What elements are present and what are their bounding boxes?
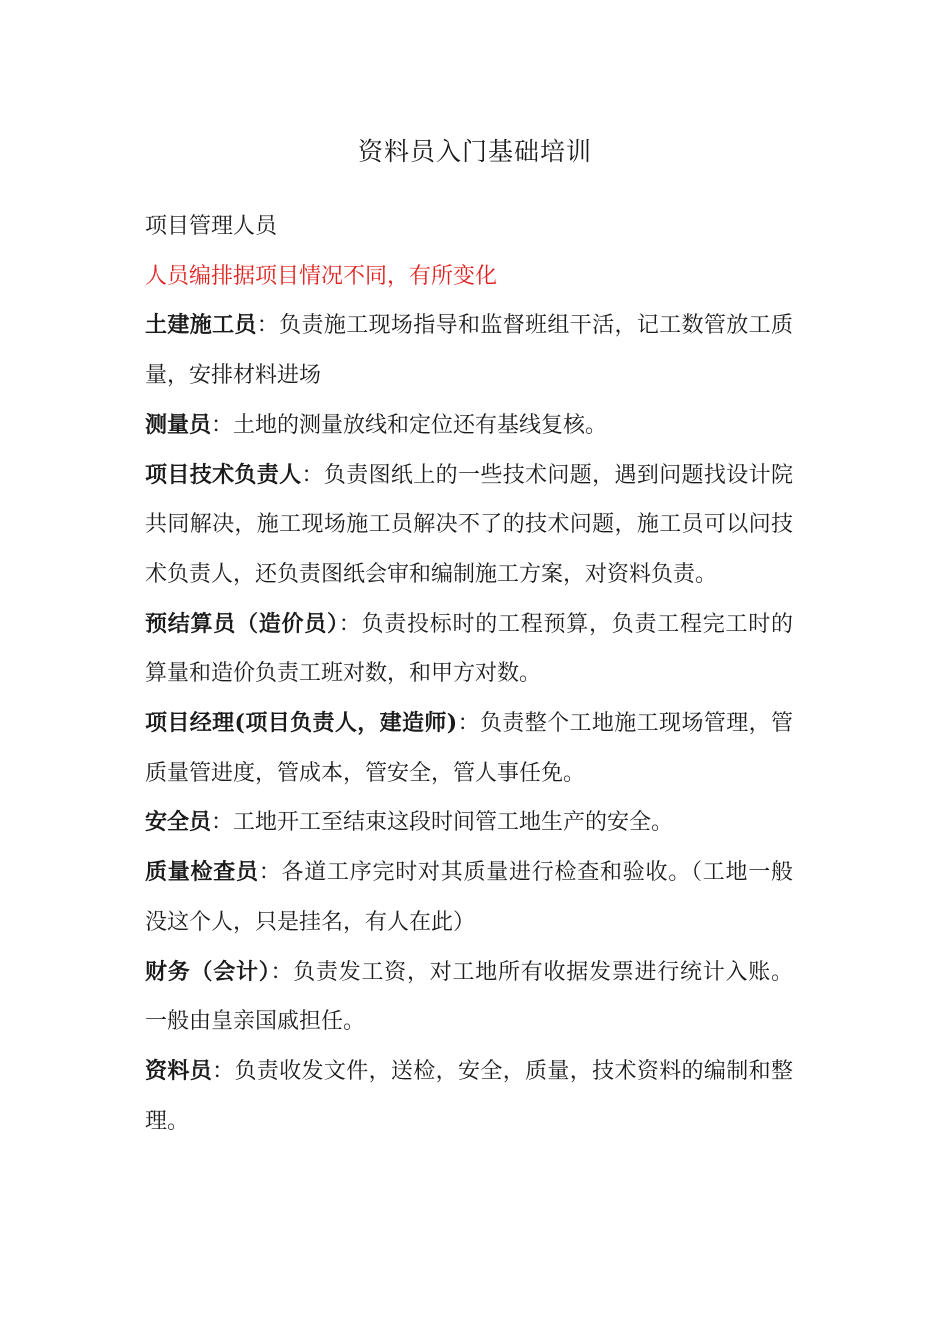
role-separator: ： xyxy=(258,860,282,886)
role-description: 负责图纸上的一些技术问题，遇到问题找设计院共同解决，施工现场施工员解决不了的技术问题，施工员可以问技术负责人，还负责图纸会审和编制施工方案，对资料负责。 xyxy=(145,462,793,587)
role-term: 项目技术负责人 xyxy=(145,461,302,488)
role-term: 项目经理(项目负责人，建造师) xyxy=(145,710,458,737)
role-separator: ： xyxy=(457,711,480,737)
staffing-note: 人员编排据项目情况不同，有所变化 xyxy=(145,263,498,289)
role-paragraph xyxy=(145,600,793,699)
role-separator: ： xyxy=(338,611,362,637)
role-description: 土地的测量放线和定位还有基线复核。 xyxy=(233,412,608,438)
role-separator: ： xyxy=(301,462,324,488)
role-paragraph xyxy=(145,401,793,451)
role-description: 负责发工资，对工地所有收据发票进行统计入账。一般由皇亲国戚担任。 xyxy=(145,959,793,1035)
role-paragraph xyxy=(145,451,793,600)
role-description: 负责收发文件，送检，安全，质量，技术资料的编制和整理。 xyxy=(145,1058,793,1134)
role-paragraph xyxy=(145,301,793,400)
role-description: 工地开工至结束这段时间管工地生产的安全。 xyxy=(233,810,674,836)
role-term: 资料员 xyxy=(145,1057,213,1084)
role-description: 负责投标时的工程预算，负责工程完工时的算量和造价负责工班对数，和甲方对数。 xyxy=(145,611,793,687)
role-separator: ： xyxy=(211,810,234,836)
role-term: 预结算员（造价员） xyxy=(145,610,339,637)
role-separator: ： xyxy=(212,1058,235,1084)
role-term: 测量员 xyxy=(145,411,212,438)
role-separator: ： xyxy=(256,313,280,339)
role-term: 土建施工员 xyxy=(145,312,257,339)
role-description: 负责施工现场指导和监督班组干活，记工数管放工质量，安排材料进场 xyxy=(145,313,793,389)
role-paragraph xyxy=(145,948,793,1047)
role-paragraph xyxy=(145,1047,793,1146)
role-term: 安全员 xyxy=(145,809,212,836)
role-paragraph xyxy=(145,699,793,798)
document-title: 资料员入门基础培训 xyxy=(357,137,592,166)
section-heading: 项目管理人员 xyxy=(145,214,278,239)
role-description: 负责整个工地施工现场管理，管质量管进度，管成本，管安全，管人事任免。 xyxy=(145,711,793,786)
role-paragraph xyxy=(145,798,793,848)
role-paragraph xyxy=(145,848,793,947)
document-body xyxy=(145,202,793,1146)
role-term: 财务（会计） xyxy=(145,958,271,985)
role-separator: ： xyxy=(270,959,294,985)
role-description: 各道工序完时对其质量进行检查和验收。（工地一般没这个人，只是挂名，有人在此） xyxy=(145,860,793,935)
role-separator: ： xyxy=(211,412,234,438)
role-term: 质量检查员 xyxy=(145,859,259,886)
